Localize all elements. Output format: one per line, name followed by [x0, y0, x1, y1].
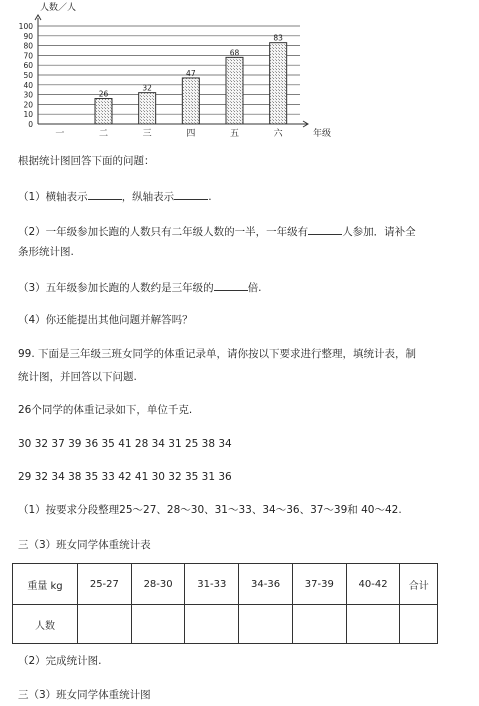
question-3	[18, 280, 262, 295]
chart-2-title: 三（3）班女同学体重统计图	[18, 689, 151, 701]
question-2-part-b: 人参加．请补全	[342, 226, 416, 238]
y-tick-label: 70	[23, 51, 33, 61]
y-tick-label: 100	[18, 22, 33, 31]
weight-statistics-table	[12, 563, 438, 644]
table-cell-empty[interactable]	[239, 605, 293, 644]
x-axis-label: 年级	[313, 129, 332, 139]
table-header-cell: 25-27	[78, 564, 132, 605]
bar-data-label: 68	[229, 48, 240, 58]
x-tick-label: 三	[142, 129, 152, 139]
table-cell-empty[interactable]	[131, 605, 185, 644]
x-tick-label: 六	[273, 129, 283, 139]
table-cell-empty[interactable]	[185, 605, 239, 644]
y-axis-label: 人数／人	[40, 3, 77, 13]
bar-data-label: 26	[98, 89, 109, 99]
x-tick-label: 一	[55, 129, 65, 139]
y-tick-label: 10	[23, 110, 33, 120]
problem-99-line-3: 26个同学的体重记录如下，单位千克.	[18, 404, 193, 416]
table-header-row	[13, 564, 438, 605]
sub-question-2: （2）完成统计图.	[18, 655, 102, 667]
question-intro: 根据统计图回答下面的问题：	[18, 155, 155, 167]
table-cell-empty[interactable]	[78, 605, 132, 644]
question-4: （4）你还能提出其他问题并解答吗？	[18, 314, 193, 326]
y-tick-label: 40	[23, 80, 33, 90]
weights-row-1: 30 32 37 39 36 35 41 28 34 31 25 38 34	[18, 438, 232, 450]
question-1-part-c: .	[208, 191, 212, 203]
y-tick-label: 50	[23, 71, 33, 80]
x-tick-label: 五	[229, 129, 240, 139]
sub-question-1: （1）按要求分段整理25～27、28～30、31～33、34～36、37～39和 40～42.	[18, 504, 402, 516]
y-tick-label: 30	[23, 90, 33, 100]
x-tick-label: 四	[186, 129, 196, 139]
answer-blank-1a[interactable]	[88, 189, 122, 200]
bar	[139, 93, 156, 124]
answer-blank-3[interactable]	[214, 280, 248, 291]
bar-data-label: 47	[186, 68, 196, 78]
question-1	[18, 189, 212, 204]
question-2-continued: 条形统计图.	[18, 246, 74, 258]
x-tick-label: 二	[98, 129, 109, 139]
y-tick-label: 20	[23, 100, 33, 110]
bar-chart-svg	[0, 0, 479, 145]
y-tick-label: 0	[28, 120, 33, 129]
y-tick-label: 90	[23, 31, 33, 41]
answer-blank-1b[interactable]	[174, 189, 208, 200]
table-header-cell: 37-39	[292, 564, 346, 605]
y-tick-label: 60	[23, 61, 33, 71]
table-header-cell: 40-42	[346, 564, 400, 605]
table-header-cell: 重量 kg	[13, 564, 78, 605]
table-header-cell: 28-30	[131, 564, 185, 605]
question-2-part-a: （2）一年级参加长跑的人数只有二年级人数的一半，一年级有	[18, 226, 309, 238]
bar-data-label: 32	[142, 83, 152, 93]
y-tick-label: 80	[23, 41, 33, 51]
question-2	[18, 224, 416, 239]
bar	[182, 78, 199, 124]
table-row-label: 人数	[13, 605, 78, 644]
question-1-part-a: （1）横轴表示	[18, 191, 88, 203]
problem-99-line-1: 99. 下面是三年级三班女同学的体重记录单，请你按以下要求进行整理，填统计表，制	[18, 348, 417, 360]
table-cell-empty[interactable]	[346, 605, 400, 644]
table-header-cell: 31-33	[185, 564, 239, 605]
table-row	[13, 605, 438, 644]
question-1-part-b: ，纵轴表示	[121, 191, 175, 203]
question-3-part-b: 倍.	[247, 282, 262, 294]
problem-99-line-2: 统计图，并回答以下问题.	[18, 371, 137, 383]
question-3-part-a: （3）五年级参加长跑的人数约是三年级的	[18, 282, 214, 294]
answer-blank-2[interactable]	[308, 224, 342, 235]
weights-row-2: 29 32 34 38 35 33 42 41 30 32 35 31 36	[18, 471, 232, 483]
table-header-cell: 合计	[400, 564, 438, 605]
table-title: 三（3）班女同学体重统计表	[18, 539, 151, 551]
bar	[270, 43, 287, 124]
bar	[226, 57, 243, 124]
bar	[95, 99, 112, 124]
table-header-cell: 34-36	[239, 564, 293, 605]
bar-chart	[0, 0, 479, 145]
table-cell-empty[interactable]	[400, 605, 438, 644]
table-cell-empty[interactable]	[292, 605, 346, 644]
bar-data-label: 83	[273, 33, 283, 43]
